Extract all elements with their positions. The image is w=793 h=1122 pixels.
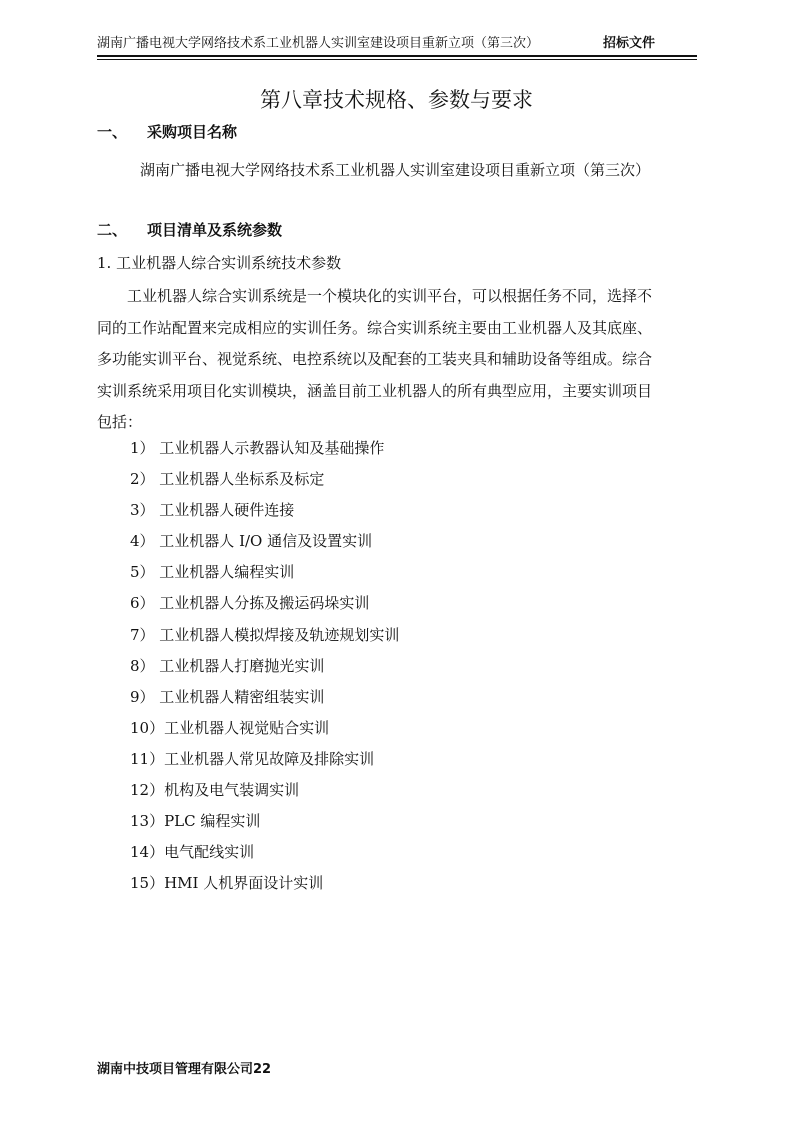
paragraph-line: 多功能实训平台、视觉系统、电控系统以及配套的工装夹具和辅助设备等组成。综合 — [97, 350, 653, 369]
list-item: 14）电气配线实训 — [130, 843, 255, 862]
section-heading-procurement-name — [97, 121, 237, 143]
page-number: 22 — [253, 1062, 272, 1077]
footer-company: 湖南中技项目管理有限公司 — [97, 1062, 254, 1077]
section-number: 一、 — [97, 123, 128, 141]
page-header — [97, 34, 697, 54]
chapter-title: 第八章技术规格、参数与要求 — [260, 88, 533, 112]
subsection-heading: 1. 工业机器人综合实训系统技术参数 — [97, 254, 342, 272]
section-number: 二、 — [97, 221, 128, 239]
list-item: 7） 工业机器人模拟焊接及轨迹规划实训 — [130, 625, 400, 644]
system-description-paragraph — [97, 281, 697, 439]
project-name: 湖南广播电视大学网络技术系工业机器人实训室建设项目重新立项（第三次） — [140, 161, 651, 179]
list-item: 12）机构及电气装调实训 — [130, 781, 300, 800]
list-item: 10）工业机器人视觉贴合实训 — [130, 718, 330, 737]
list-item: 2） 工业机器人坐标系及标定 — [130, 470, 325, 489]
list-item: 9） 工业机器人精密组装实训 — [130, 687, 325, 706]
section-title: 项目清单及系统参数 — [147, 221, 283, 239]
header-doc-type: 招标文件 — [603, 36, 656, 51]
training-items-list — [130, 434, 399, 900]
list-item: 5） 工业机器人编程实训 — [130, 563, 295, 582]
section-heading-item-list — [97, 219, 282, 241]
paragraph-line: 实训系统采用项目化实训模块，涵盖目前工业机器人的所有典型应用，主要实训项目 — [97, 381, 653, 400]
paragraph-line: 工业机器人综合实训系统是一个模块化的实训平台，可以根据任务不同，选择不 — [127, 287, 653, 305]
paragraph-line: 同的工作站配置来完成相应的实训任务。综合实训系统主要由工业机器人及其底座、 — [97, 318, 653, 337]
header-rule-thin — [97, 59, 697, 60]
header-rule — [97, 55, 697, 57]
page-footer — [97, 1060, 271, 1080]
list-item: 6） 工业机器人分拣及搬运码垛实训 — [130, 594, 370, 613]
list-item: 8） 工业机器人打磨抛光实训 — [130, 656, 325, 675]
list-item: 11）工业机器人常见故障及排除实训 — [130, 749, 375, 768]
list-item: 3） 工业机器人硬件连接 — [130, 501, 295, 520]
section-title: 采购项目名称 — [147, 123, 238, 141]
paragraph-line: 包括： — [97, 413, 143, 432]
list-item: 4） 工业机器人 I/O 通信及设置实训 — [130, 532, 373, 551]
list-item: 1） 工业机器人示教器认知及基础操作 — [130, 439, 385, 457]
list-item: 13）PLC 编程实训 — [130, 812, 261, 831]
header-project-title: 湖南广播电视大学网络技术系工业机器人实训室建设项目重新立项（第三次） — [97, 36, 540, 51]
list-item: 15）HMI 人机界面设计实训 — [130, 874, 324, 893]
